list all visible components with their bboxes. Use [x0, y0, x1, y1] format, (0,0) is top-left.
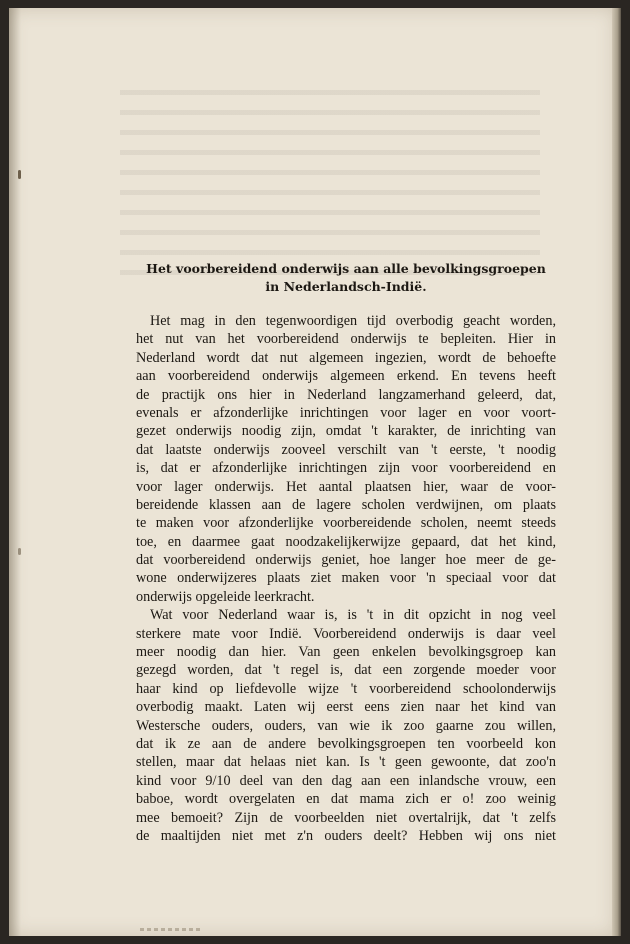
text-line: de maaltijden niet met z'n ouders deelt? Hebben wij ons niet	[136, 827, 556, 844]
text-line: mee bemoeit? Zijn de voorbeelden niet overtalrijk, dat 't zelfs	[136, 809, 556, 826]
page-edge	[612, 8, 621, 936]
text-line: voor lager onderwijs. Het aantal plaatsen hier, waar de voor-	[136, 478, 556, 495]
chapter-heading	[136, 260, 556, 296]
text-line: het nut van het voorbereidend onderwijs te bepleiten. Hier in	[136, 331, 556, 348]
heading-line-2: in Nederlandsch-Indië.	[265, 279, 427, 294]
text-line: baboe, wordt overgelaten en dat mama zich er o! zoo weinig	[136, 791, 556, 808]
edge-smudge	[140, 928, 200, 931]
text-line: toe, en daarmee gaat noodzakelijkerwijze gepaard, dat het kind,	[136, 533, 556, 550]
text-line: evenals er afzonderlijke inrichtingen voor lager en voor voort-	[136, 404, 556, 421]
text-line: Wat voor Nederland waar is, is 't in dit opzicht in nog veel	[150, 607, 556, 624]
text-line: Het mag in den tegenwoordigen tijd overbodig geacht worden,	[150, 313, 556, 329]
text-line: is, dat er afzonderlijke inrichtingen zijn voor voorbereidend en	[136, 460, 556, 477]
text-line: meer noodig dan hier. Van geen enkelen bevolkingsgroep kan	[136, 644, 556, 661]
body-text	[136, 312, 556, 845]
text-line: stellen, maar dat helaas niet kan. Is 't geen gewoonte, dat zoo'n	[136, 754, 556, 771]
text-line: Nederland wordt dat nut algemeen ingezien, wordt de behoefte	[136, 349, 556, 366]
text-line: overbodig maakt. Laten wij eerst eens zien naar het kind van	[136, 699, 556, 716]
text-line: gezet onderwijs noodig zijn, omdat 't karakter, de inrichting van	[136, 423, 556, 440]
text-line: te maken voor afzonderlijke voorbereidende scholen, neemt steeds	[136, 515, 556, 532]
text-line: de practijk ons hier in Nederland langzamerhand geleerd, dat,	[136, 386, 556, 403]
text-line: bereidende klassen aan de lagere scholen verdwijnen, om plaats	[136, 496, 556, 513]
binding-shadow	[9, 8, 21, 936]
text-line: Westersche ouders, ouders, van wie ik zoo gaarne zou willen,	[136, 717, 556, 734]
text-line: dat ik ze aan de andere bevolkingsgroepen ten voorbeeld kon	[136, 735, 556, 752]
text-line: aan voorbereidend onderwijs algemeen erkend. En tevens heeft	[136, 368, 556, 385]
text-line: sterkere mate voor Indië. Voorbereidend onderwijs is daar veel	[136, 625, 556, 642]
heading-line-1: Het voorbereidend onderwijs aan alle bevolkingsgroepen	[146, 261, 546, 276]
margin-mark	[18, 170, 21, 179]
text-line: dat laatste onderwijs zooveel verschilt van 't eerste, 't noodig	[136, 441, 556, 458]
text-line: onderwijs opgeleide leerkracht.	[136, 588, 315, 605]
text-line: kind voor 9/10 deel van den dag aan een inlandsche vrouw, een	[136, 772, 556, 789]
text-line: wone onderwijzeres plaats ziet maken voor 'n speciaal voor dat	[136, 570, 556, 587]
text-line: dat voorbereidend onderwijs geniet, hoe langer hoe meer de ge-	[136, 552, 556, 569]
text-line: gezegd worden, dat 't regel is, dat een zorgende moeder voor	[136, 662, 556, 679]
text-line: haar kind op liefdevolle wijze 't voorbereidend schoolonderwijs	[136, 680, 556, 697]
margin-mark	[18, 548, 21, 555]
